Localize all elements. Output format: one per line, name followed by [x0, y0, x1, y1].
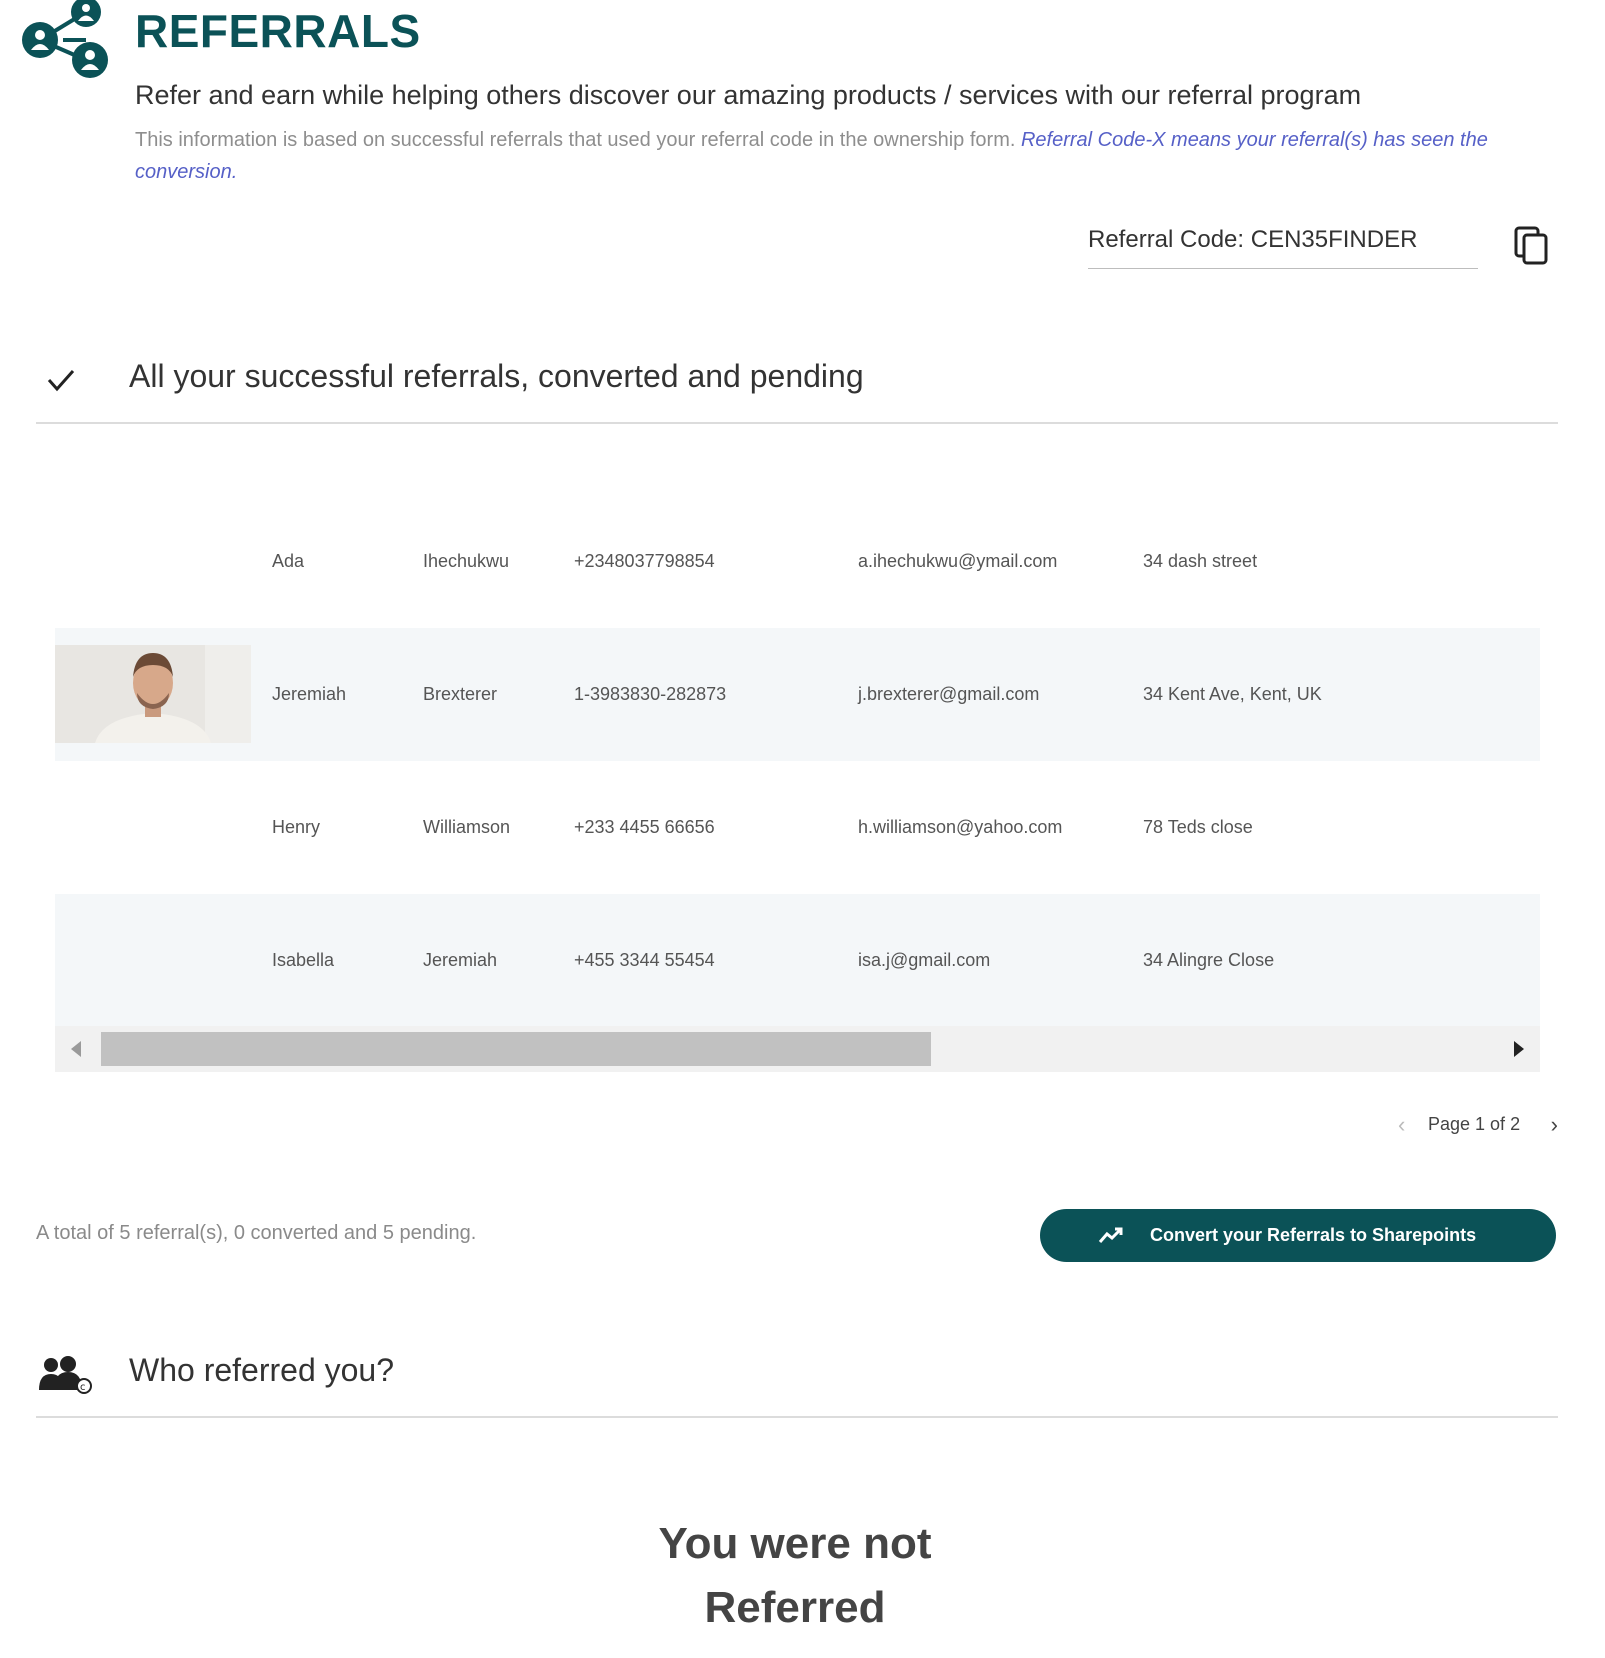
chevron-right-icon[interactable]: › [1550, 1112, 1558, 1137]
first-name-cell: Isabella [272, 950, 335, 970]
referrals-section-title: All your successful referrals, converted and pending [129, 358, 864, 394]
table-row [55, 894, 1540, 1027]
referrals-network-icon [18, 0, 110, 82]
not-referred-line1: You were not [658, 1519, 932, 1568]
first-name-cell: Jeremiah [272, 684, 347, 704]
email-cell: j.brexterer@gmail.com [858, 684, 1040, 704]
table-row [55, 761, 1540, 894]
copy-icon[interactable] [1512, 224, 1552, 268]
address-cell: 78 Teds close [1143, 817, 1253, 837]
table-row [55, 628, 1540, 761]
table-row [55, 495, 1540, 628]
email-cell: isa.j@gmail.com [858, 950, 991, 970]
last-name-cell: Jeremiah [423, 950, 498, 970]
photo-cell [55, 495, 251, 628]
referrals-section-header[interactable] [36, 338, 1558, 424]
referrals-table [55, 495, 1540, 1027]
photo-cell [55, 761, 251, 894]
photo-cell [55, 894, 251, 1027]
phone-cell: +455 3344 55454 [574, 950, 715, 970]
scroll-left-icon[interactable] [69, 1040, 83, 1058]
horizontal-scrollbar[interactable] [55, 1026, 1540, 1072]
photo-cell [55, 628, 251, 761]
check-icon [46, 366, 76, 394]
phone-cell: +2348037798854 [574, 551, 715, 571]
pagination [1398, 1110, 1558, 1140]
last-name-cell: Ihechukwu [423, 551, 510, 571]
address-cell: 34 Alingre Close [1143, 950, 1275, 970]
convert-referrals-label: Convert your Referrals to Sharepoints [1150, 1225, 1477, 1245]
scrollbar-thumb[interactable] [101, 1032, 931, 1066]
trending-up-icon [1098, 1225, 1124, 1245]
avatar [55, 645, 251, 743]
phone-cell: +233 4455 66656 [574, 817, 715, 837]
first-name-cell: Henry [272, 817, 321, 837]
address-cell: 34 Kent Ave, Kent, UK [1143, 684, 1322, 704]
referred-by-section-title: Who referred you? [129, 1352, 395, 1388]
note-emphasis: Referral Code-X means your referral(s) has seen the conversion. [135, 129, 1488, 183]
people-icon [38, 1356, 94, 1396]
email-cell: a.ihechukwu@ymail.com [858, 551, 1058, 571]
referred-by-section-header[interactable] [36, 1330, 1558, 1418]
not-referred-line2: Referred [704, 1583, 886, 1632]
phone-cell: 1-3983830-282873 [574, 684, 727, 704]
address-cell: 34 dash street [1143, 551, 1258, 571]
email-cell: h.williamson@yahoo.com [858, 817, 1063, 837]
chevron-left-icon[interactable]: ‹ [1398, 1112, 1406, 1137]
page-subtitle: Refer and earn while helping others discover our amazing products / services with our referral program [135, 80, 1362, 110]
page-title: REFERRALS [135, 5, 421, 57]
page-indicator: Page 1 of 2 [1428, 1114, 1521, 1134]
last-name-cell: Williamson [423, 817, 511, 837]
scroll-right-icon[interactable] [1512, 1040, 1526, 1058]
first-name-cell: Ada [272, 551, 305, 571]
not-referred-message [600, 1512, 990, 1640]
svg-text:c: c [80, 1382, 86, 1393]
note-text: This information is based on successful referrals that used your referral code in the ownership form. [135, 129, 1021, 151]
referral-summary: A total of 5 referral(s), 0 converted and 5 pending. [36, 1222, 477, 1244]
referral-code-field[interactable]: Referral Code: CEN35FINDER [1088, 222, 1478, 269]
last-name-cell: Brexterer [423, 684, 498, 704]
convert-referrals-button[interactable] [1040, 1209, 1556, 1262]
referral-info-note [135, 124, 1555, 188]
